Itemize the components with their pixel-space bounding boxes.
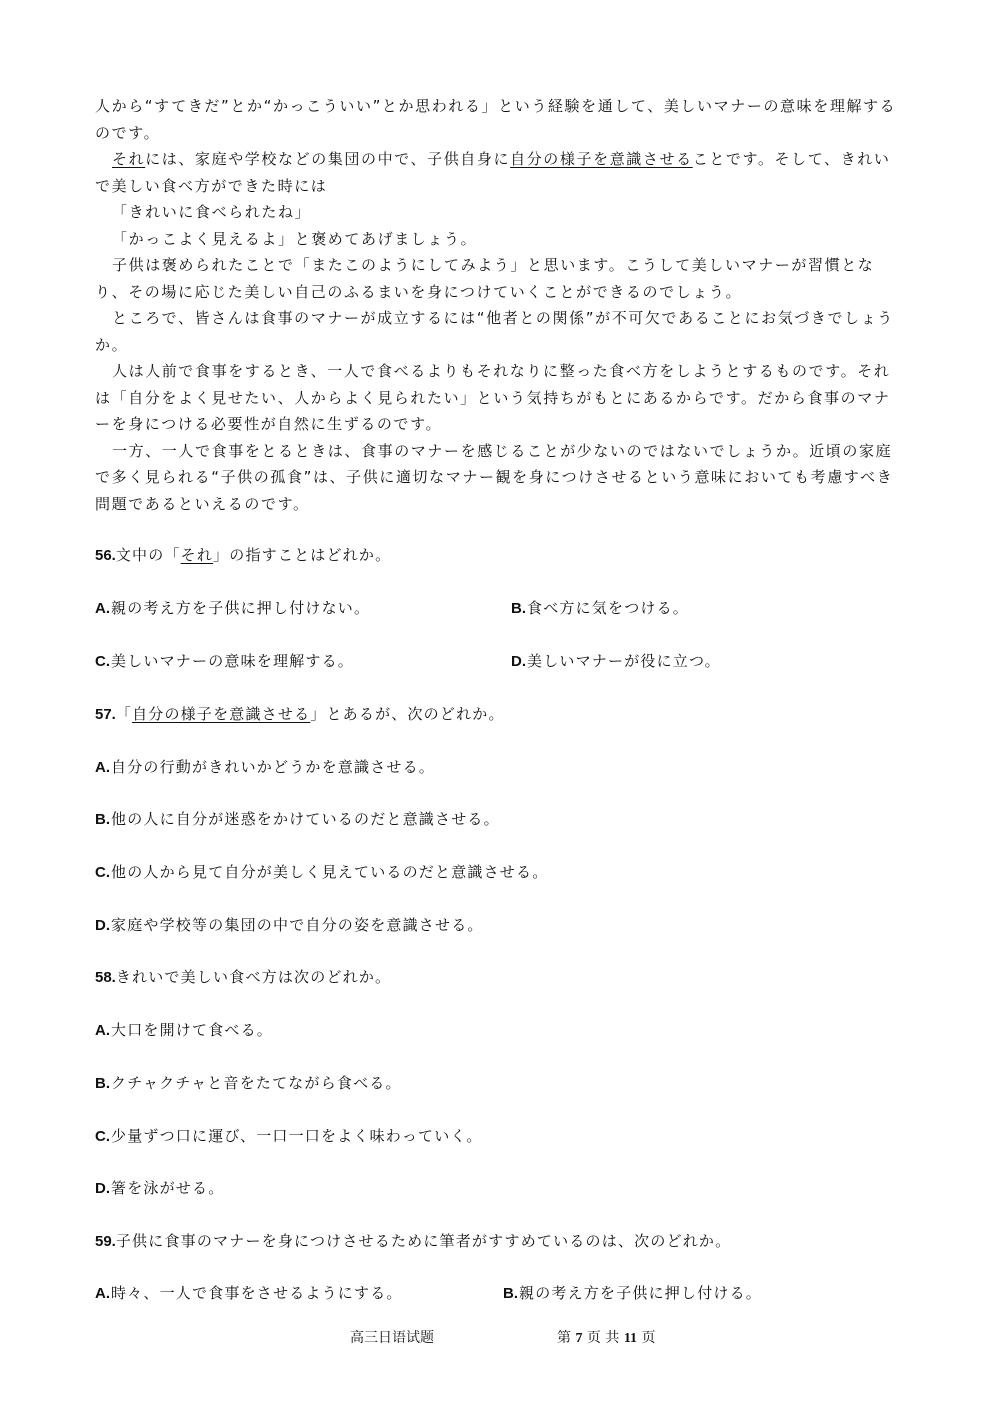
- option-56-c[interactable]: C.美しいマナーの意味を理解する。: [95, 652, 355, 670]
- footer-title: 高三日语试题: [350, 1330, 434, 1346]
- option-58-c[interactable]: C.少量ずつ口に運び、一口一口をよく味わっていく。: [95, 1127, 483, 1145]
- question-56: 56.文中の「それ」の指すことはどれか。: [95, 546, 392, 564]
- page-indicator: 第 7 页 共 11 页: [557, 1330, 656, 1346]
- passage-paragraph: 人から“すてきだ”とか“かっこういい”とか思われる」という経験を通して、美しいマナーの意味を理解するのです。: [95, 97, 897, 142]
- option-59-b[interactable]: B.親の考え方を子供に押し付ける。: [503, 1284, 763, 1302]
- question-59: 59.子供に食事のマナーを身につけさせるために筆者がすすめているのは、次のどれか。: [95, 1232, 732, 1250]
- option-57-b[interactable]: B.他の人に自分が迷惑をかけているのだと意識させる。: [95, 810, 500, 828]
- option-56-a[interactable]: A.親の考え方を子供に押し付けない。: [95, 599, 371, 617]
- option-59-a[interactable]: A.時々、一人で食事をさせるようにする。: [95, 1284, 403, 1302]
- page-total: 11: [623, 1331, 638, 1346]
- option-58-a[interactable]: A.大口を開けて食べる。: [95, 1021, 274, 1039]
- passage-paragraph: 一方、一人で食事をとるときは、食事のマナーを感じることが少ないのではないでしょうか。近頃の家庭で多く見られる“子供の孤食”は、子供に適切なマナー観を身につけさせるという意味においても考慮すべき問題であるといえるのです。: [95, 441, 894, 513]
- reading-passage: [95, 93, 900, 517]
- passage-quote: 「きれいに食べられたね」: [112, 203, 312, 221]
- option-56-b[interactable]: B.食べ方に気をつける。: [511, 599, 690, 617]
- passage-quote: 「かっこよく見えるよ」と褒めてあげましょう。: [112, 229, 478, 248]
- underlined-reference: それ: [112, 150, 146, 168]
- passage-paragraph: 子供は褒められたことで「またこのようにしてみよう」と思います。こうして美しいマナーが習慣となり、その場に応じた美しい自己のふるまいを身につけていくことができるのでしょう。: [95, 256, 875, 301]
- question-58: 58.きれいで美しい食べ方は次のどれか。: [95, 968, 392, 986]
- question-57: 57.「自分の様子を意識させる」とあるが、次のどれか。: [95, 705, 505, 723]
- option-57-c[interactable]: C.他の人から見て自分が美しく見えているのだと意識させる。: [95, 863, 549, 881]
- underlined-reference: 自分の様子を意識させる: [132, 705, 311, 723]
- option-57-d[interactable]: D.家庭や学校等の集団の中で自分の姿を意識させる。: [95, 916, 484, 934]
- option-56-d[interactable]: D.美しいマナーが役に立つ。: [511, 652, 721, 670]
- passage-paragraph: 人は人前で食事をするとき、一人で食べるよりもそれなりに整った食べ方をしようとするものです。それは「自分をよく見せたい、人からよく見られたい」という気持ちがもとにあるからです。だから食事のマナーを身につける必要性が自然に生ずるのです。: [95, 362, 891, 433]
- underlined-reference: それ: [180, 546, 214, 564]
- option-57-a[interactable]: A.自分の行動がきれいかどうかを意識させる。: [95, 758, 436, 776]
- page-number: 7: [575, 1331, 583, 1346]
- underlined-reference: 自分の様子を意識させる: [510, 150, 693, 168]
- passage-paragraph: それには、家庭や学校などの集団の中で、子供自身に自分の様子を意識させることです。そして、きれいで美しい食べ方ができた時には: [95, 150, 891, 195]
- option-58-d[interactable]: D.箸を泳がせる。: [95, 1179, 225, 1197]
- option-58-b[interactable]: B.クチャクチャと音をたてながら食べる。: [95, 1074, 402, 1092]
- passage-paragraph: ところで、皆さんは食事のマナーが成立するには“他者との関係”が不可欠であることにお気づきでしょうか。: [95, 309, 894, 354]
